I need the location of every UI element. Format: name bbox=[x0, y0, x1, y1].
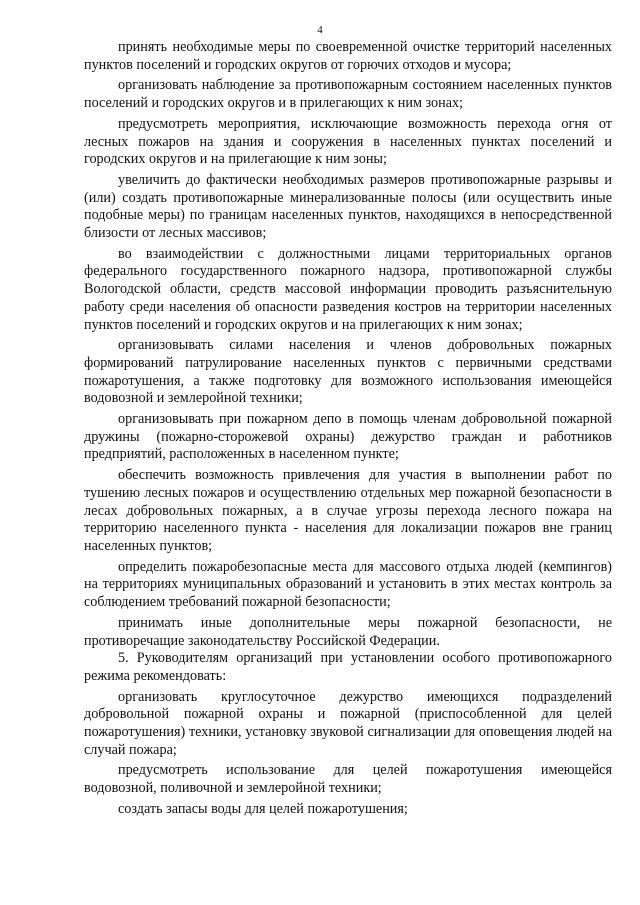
paragraph-fire-spread-prevention: предусмотреть мероприятия, исключающие возможность перехода огня от лесных пожаров на здания и сооружения в населенных пунктах поселений и городских округов и на прилегающие к ним зоны; bbox=[84, 115, 612, 168]
paragraph-additional-measures: принимать иные дополнительные меры пожарной безопасности, не противоречащие законодательству Российской Федерации. bbox=[84, 614, 612, 649]
paragraph-volunteer-involvement: обеспечить возможность привлечения для участия в выполнении работ по тушению лесных пожаров и осуществлению отдельных мер пожарной безопасности в лесах добровольных пожарных, а в случае угрозы перехода лесного пожара на территорию населенного пункта - населения для локализации пожаров вне границ населенных пунктов; bbox=[84, 467, 612, 554]
paragraph-round-the-clock-duty: организовать круглосуточное дежурство имеющихся подразделений добровольной пожарной охраны и пожарной (приспособленной для целей пожаротушения) техники, установку звуковой сигнализации для оповещения людей на случай пожара; bbox=[84, 688, 612, 758]
paragraph-section-5: 5. Руководителям организаций при установлении особого противопожарного режима рекомендовать: bbox=[84, 650, 612, 684]
document-body bbox=[84, 39, 612, 819]
paragraph-public-awareness: во взаимодействии с должностными лицами территориальных органов федерального государственного пожарного надзора, противопожарной службы Вологодской области, средств массовой информации проводить разъяснительную работу среди населения об опасности разведения костров на территории населенных пунктов поселений и городских округов и на прилегающих к ним зонах; bbox=[84, 245, 612, 333]
paragraph-water-reserves: создать запасы воды для целей пожаротушения; bbox=[118, 800, 408, 817]
paragraph-volunteer-duty: организовывать при пожарном депо в помощь членам добровольной пожарной дружины (пожарно-сторожевой охраны) дежурство граждан и работников предприятий, расположенных в населенном пункте; bbox=[84, 411, 612, 463]
paragraph-recreation-areas: определить пожаробезопасные места для массового отдыха людей (кемпингов) на территориях муниципальных образований и установить в этих местах контроль за соблюдением требований пожарной безопасности; bbox=[84, 558, 612, 611]
paragraph-fire-observation: организовать наблюдение за противопожарным состоянием населенных пунктов поселений и городских округов и в прилегающих к ним зонах; bbox=[84, 77, 612, 112]
paragraph-firebreaks: увеличить до фактически необходимых размеров противопожарные разрывы и (или) создать противопожарные минерализованные полосы (или осуществить иные подобные меры) по границам населенных пунктов, находящихся в непосредственной близости от лесных массивов; bbox=[84, 171, 612, 242]
paragraph-patrolling: организовывать силами населения и членов добровольных пожарных формирований патрулирование населенных пунктов с первичными средствами пожаротушения, а также подготовку для возможного использования имеющейся водовозной и землеройной техники; bbox=[84, 337, 612, 407]
paragraph-clean-territories: принять необходимые меры по своевременной очистке территорий населенных пунктов поселений и городских округов от горючих отходов и мусора; bbox=[84, 39, 612, 73]
paragraph-use-of-equipment: предусмотреть использование для целей пожаротушения имеющейся водовозной, поливочной и землеройной техники; bbox=[84, 762, 612, 797]
page-number: 4 bbox=[317, 24, 323, 36]
